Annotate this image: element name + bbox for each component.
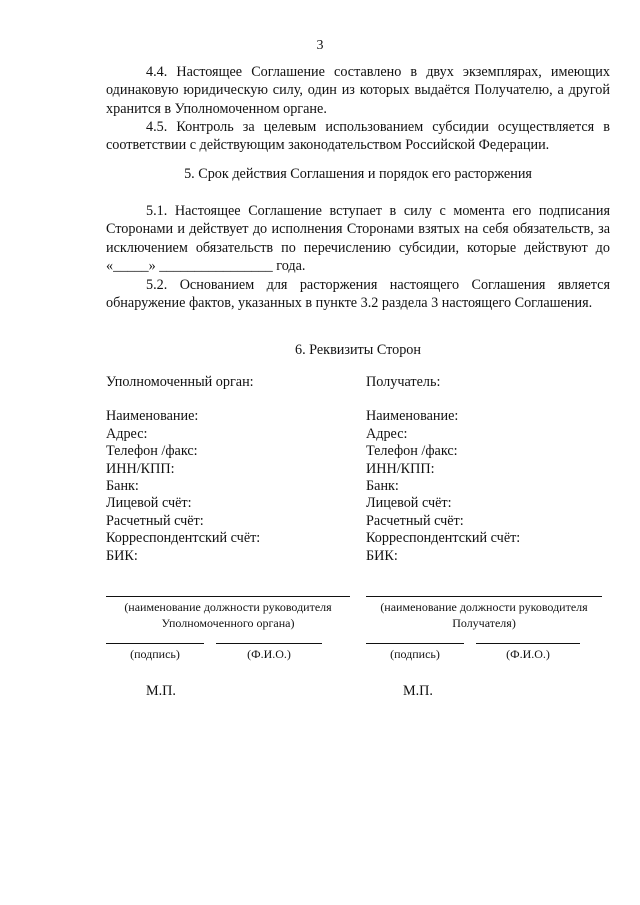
clause-4-4: 4.4. Настоящее Соглашение составлено в двух экземплярах, имеющих одинаковую юридическую силу, один из которых выдаётся Получателю, а другой хранится в Уполномоченном органе. — [106, 64, 610, 117]
page-number: 3 — [316, 38, 324, 53]
field-personal-account: Лицевой счёт: — [106, 495, 192, 512]
clause-5-1: 5.1. Настоящее Соглашение вступает в силу с момента его подписания Сторонами и действует до исполнения Сторонами взятых на себя обязательств, за исключением обязательств по перечислению субсидии, которые действуют до «_____» ________________ года. — [106, 203, 610, 275]
field-settlement-account: Расчетный счёт: — [106, 512, 204, 529]
signature-line-right — [366, 643, 464, 644]
field-bik: БИК: — [366, 547, 398, 564]
clause-5-2: 5.2. Основанием для расторжения настоящего Соглашения является обнаружение фактов, указанных в пункте 3.2 раздела 3 настоящего Соглашения. — [106, 277, 610, 312]
field-correspondent-account: Корреспондентский счёт: — [366, 530, 521, 547]
section-5-heading: 5. Срок действия Соглашения и порядок его расторжения — [184, 166, 532, 182]
field-inn-kpp: ИНН/КПП: — [106, 460, 175, 477]
field-bank: Банк: — [366, 478, 399, 495]
position-caption-left — [106, 599, 350, 631]
position-signature-line-left — [106, 596, 350, 597]
position-caption-right — [366, 599, 602, 631]
stamp-place-left: М.П. — [146, 683, 176, 699]
position-caption-right-line1: (наименование должности руководителя — [380, 600, 588, 614]
position-caption-left-line1: (наименование должности руководителя — [124, 600, 332, 614]
name-line-right — [476, 643, 580, 644]
field-bik: БИК: — [106, 547, 138, 564]
signature-caption-left: (подпись) — [130, 647, 180, 661]
authorized-body-role: Уполномоченный орган: — [106, 374, 254, 390]
field-phone-fax: Телефон /факс: — [106, 443, 198, 460]
signature-caption-right: (подпись) — [390, 647, 440, 661]
clause-4-5: 4.5. Контроль за целевым использованием субсидии осуществляется в соответствии с действующим законодательством Российской Федерации. — [106, 119, 610, 154]
field-settlement-account: Расчетный счёт: — [366, 512, 464, 529]
field-phone-fax: Телефон /факс: — [366, 443, 458, 460]
stamp-place-right: М.П. — [403, 683, 433, 699]
name-caption-left: (Ф.И.О.) — [247, 647, 291, 661]
field-bank: Банк: — [106, 478, 139, 495]
field-inn-kpp: ИНН/КПП: — [366, 460, 435, 477]
field-name: Наименование: — [106, 408, 199, 425]
recipient-role: Получатель: — [366, 374, 441, 390]
field-name: Наименование: — [366, 408, 459, 425]
position-caption-right-line2: Получателя) — [452, 616, 516, 630]
section-6-heading: 6. Реквизиты Сторон — [294, 342, 421, 358]
position-signature-line-right — [366, 596, 602, 597]
field-address: Адрес: — [366, 425, 408, 442]
signature-line-left — [106, 643, 204, 644]
name-line-left — [216, 643, 322, 644]
name-caption-right: (Ф.И.О.) — [506, 647, 550, 661]
authorized-body-details — [106, 374, 260, 565]
recipient-details — [366, 374, 520, 565]
field-address: Адрес: — [106, 425, 148, 442]
field-correspondent-account: Корреспондентский счёт: — [106, 530, 261, 547]
position-caption-left-line2: Уполномоченного органа) — [161, 616, 295, 630]
field-personal-account: Лицевой счёт: — [366, 495, 452, 512]
